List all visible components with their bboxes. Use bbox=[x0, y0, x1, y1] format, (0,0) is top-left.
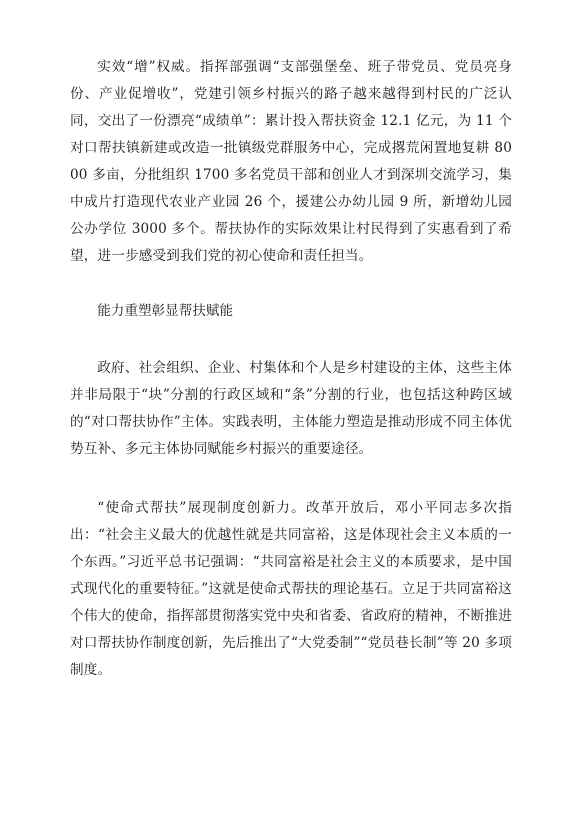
paragraph-spacer bbox=[70, 463, 512, 495]
section-heading: 能力重塑彰显帮扶赋能 bbox=[97, 303, 234, 319]
paragraph-achievements: 实效“增”权威。指挥部强调“支部强堡垒、班子带党员、党员亮身份、产业促增收”，党建引领乡村振兴的路子越来越得到村民的广泛认同，交出了一份漂亮“成绩单”：累计投入帮扶资金 12.1 亿元，为 11 个对口帮扶镇新建或改造一批镇级党群服务中心，完成撂荒闲置地复耕 8000 多亩，分批组织 1700 多名党员干部和创业人才到深圳交流学习，集中成片打造现代农业产业园 26 个，援建公办幼儿园 9 所，新增幼儿园公办学位 3000 多个。帮扶协作的实际效果让村民得到了实惠看到了希望，进一步感受到我们党的初心使命和责任担当。 bbox=[70, 59, 512, 264]
paragraph-subjects: 政府、社会组织、企业、村集体和个人是乡村建设的主体，这些主体并非局限于“块”分割的行政区域和“条”分割的行业，也包括这种跨区域的“对口帮扶协作”主体。实践表明，主体能力塑造是推动形成不同主体优势互补、多元主体协同赋能乡村振兴的重要途径。 bbox=[70, 360, 512, 457]
paragraph-mission-assistance: “使命式帮扶”展现制度创新力。改革开放后，邓小平同志多次指出：“社会主义最大的优越性就是共同富裕，这是体现社会主义本质的一个东西。”习近平总书记强调：“共同富裕是社会主义的本质要求，是中国式现代化的重要特征。”这就是使命式帮扶的理论基石。立足于共同富裕这个伟大的使命，指挥部贯彻落实党中央和省委、省政府的精神，不断推进对口帮扶协作制度创新，先后推出了“大党委制”“党员巷长制”等 20 多项制度。 bbox=[70, 500, 512, 678]
paragraph-spacer bbox=[70, 325, 512, 355]
paragraph-spacer bbox=[70, 270, 512, 298]
